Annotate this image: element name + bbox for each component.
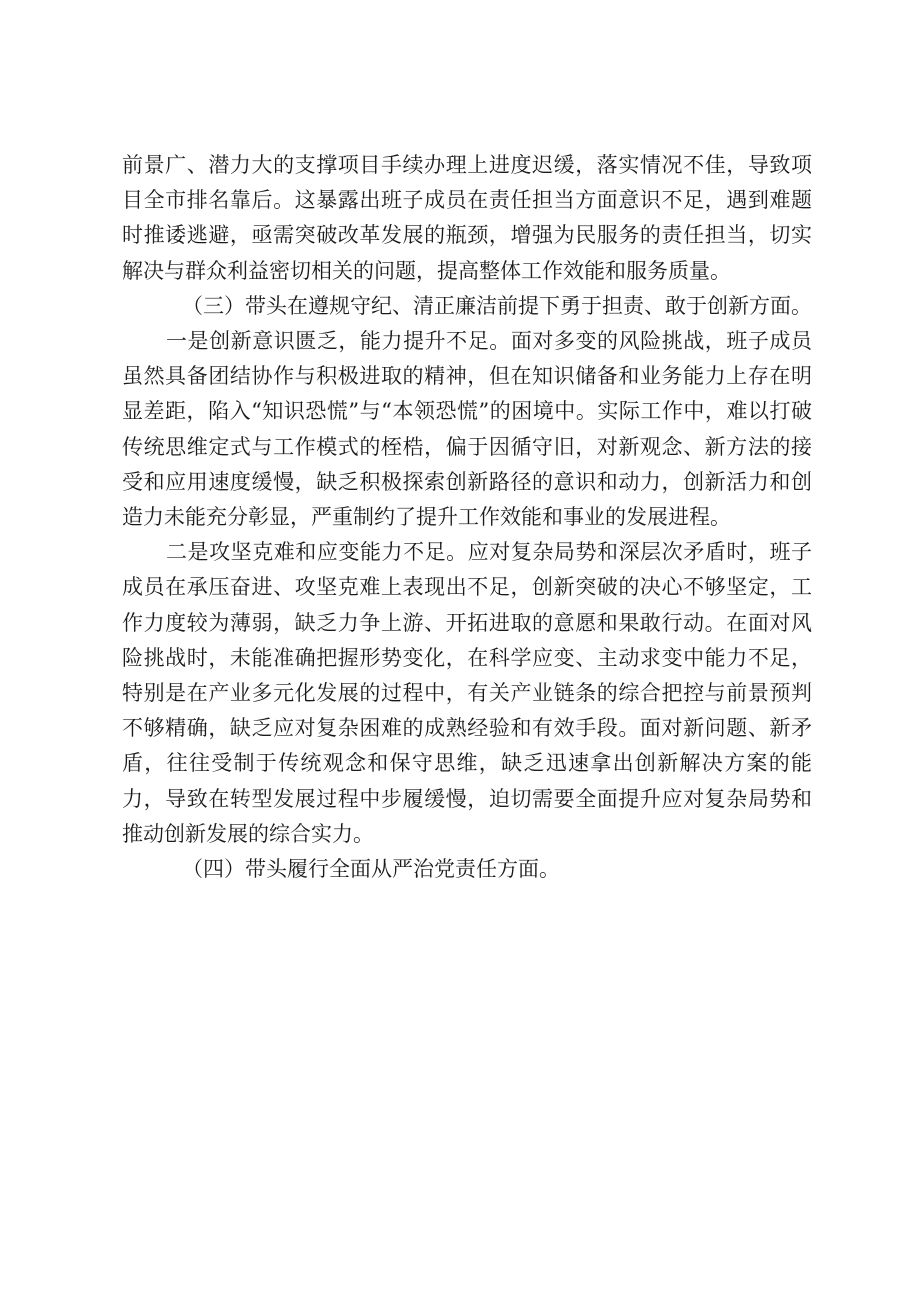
paragraph-point-2: 二是攻坚克难和应变能力不足。应对复杂局势和深层次矛盾时，班子成员在承压奋进、攻坚克难上表现出不足，创新突破的决心不够坚定，工作力度较为薄弱，缺乏力争上游、开拓进取的意愿和果敢行动。在面对风险挑战时，未能准确把握形势变化，在科学应变、主动求变中能力不足，特别是在产业多元化发展的过程中，有关产业链条的综合把控与前景预判不够精确，缺乏应对复杂困难的成熟经验和有效手段。面对新问题、新矛盾，往往受制于传统观念和保守思维，缺乏迅速拿出创新解决方案的能力，导致在转型发展过程中步履缓慢，迫切需要全面提升应对复杂局势和推动创新发展的综合实力。 bbox=[122, 540, 812, 846]
document-body bbox=[122, 148, 812, 887]
section-heading-3: （三）带头在遵规守纪、清正廉洁前提下勇于担责、敢于创新方面。 bbox=[182, 293, 812, 318]
paragraph-point-1: 一是创新意识匮乏，能力提升不足。面对多变的风险挑战，班子成员虽然具备团结协作与积极进取的精神，但在知识储备和业务能力上存在明显差距，陷入“知识恐慌”与“本领恐慌”的困境中。实际工作中，难以打破传统思维定式与工作模式的桎梏，偏于因循守旧，对新观念、新方法的接受和应用速度缓慢，缺乏积极探索创新路径的意识和动力，创新活力和创造力未能充分彰显，严重制约了提升工作效能和事业的发展进程。 bbox=[122, 329, 812, 530]
paragraph-continuation: 前景广、潜力大的支撑项目手续办理上进度迟缓，落实情况不佳，导致项目全市排名靠后。这暴露出班子成员在责任担当方面意识不足，遇到难题时推诿逃避，亟需突破改革发展的瓶颈，增强为民服务的责任担当，切实解决与群众利益密切相关的问题，提高整体工作效能和服务质量。 bbox=[122, 153, 812, 283]
section-heading-4: （四）带头履行全面从严治党责任方面。 bbox=[182, 857, 560, 882]
